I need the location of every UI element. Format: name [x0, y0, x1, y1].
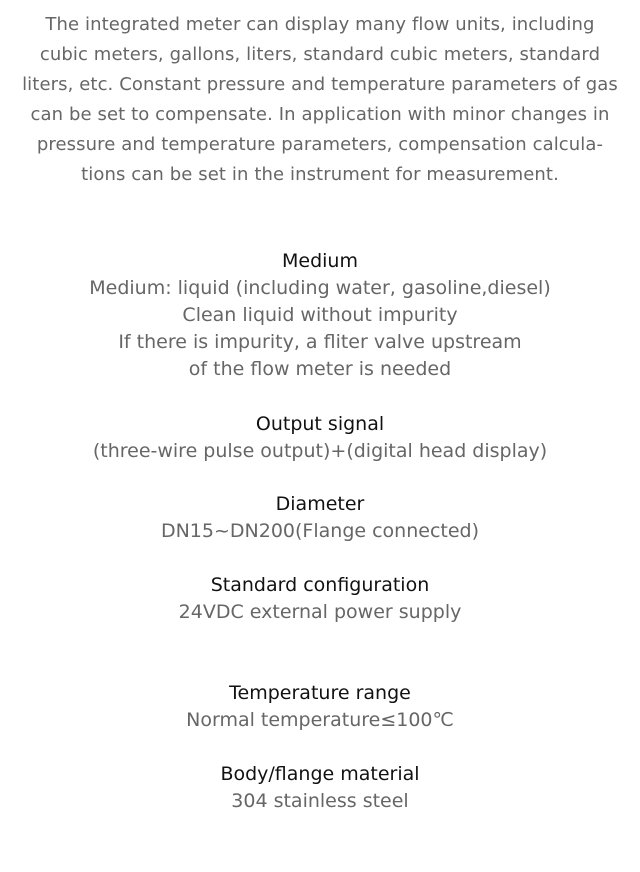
intro-line: The integrated meter can display many flow units, including [45, 14, 595, 35]
diameter-section [0, 491, 640, 545]
body-material-line: 304 stainless steel [231, 790, 409, 812]
standard-configuration-heading: Standard configuration [210, 574, 430, 596]
intro-line: pressure and temperature parameters, compensation calcula- [36, 134, 604, 155]
medium-line: Clean liquid without impurity [182, 304, 458, 326]
diameter-line: DN15~DN200(Flange connected) [160, 520, 480, 542]
medium-section [0, 248, 640, 383]
body-material-heading: Body/flange material [220, 763, 420, 785]
medium-line: of the flow meter is needed [188, 358, 452, 380]
output-signal-heading: Output signal [255, 413, 385, 435]
body-material-section [0, 761, 640, 815]
output-signal-section [0, 411, 640, 465]
intro-line: cubic meters, gallons, liters, standard cubic meters, standard [39, 44, 601, 65]
intro-line: can be set to compensate. In application with minor changes in [30, 104, 610, 125]
temperature-range-line: Normal temperature≤100℃ [186, 709, 454, 731]
output-signal-line: (three-wire pulse output)+(digital head display) [92, 440, 548, 462]
medium-heading: Medium [282, 250, 358, 272]
diameter-heading: Diameter [275, 493, 365, 515]
standard-configuration-section [0, 572, 640, 626]
temperature-range-heading: Temperature range [229, 682, 411, 704]
medium-line: Medium: liquid (including water, gasoline,diesel) [89, 277, 551, 299]
temperature-range-section [0, 680, 640, 734]
intro-paragraph [22, 10, 618, 190]
intro-line: liters, etc. Constant pressure and temperature parameters of gas [22, 74, 618, 95]
intro-line: tions can be set in the instrument for measurement. [81, 164, 559, 185]
medium-line: If there is impurity, a fliter valve upstream [118, 331, 522, 353]
standard-configuration-line: 24VDC external power supply [178, 601, 462, 623]
